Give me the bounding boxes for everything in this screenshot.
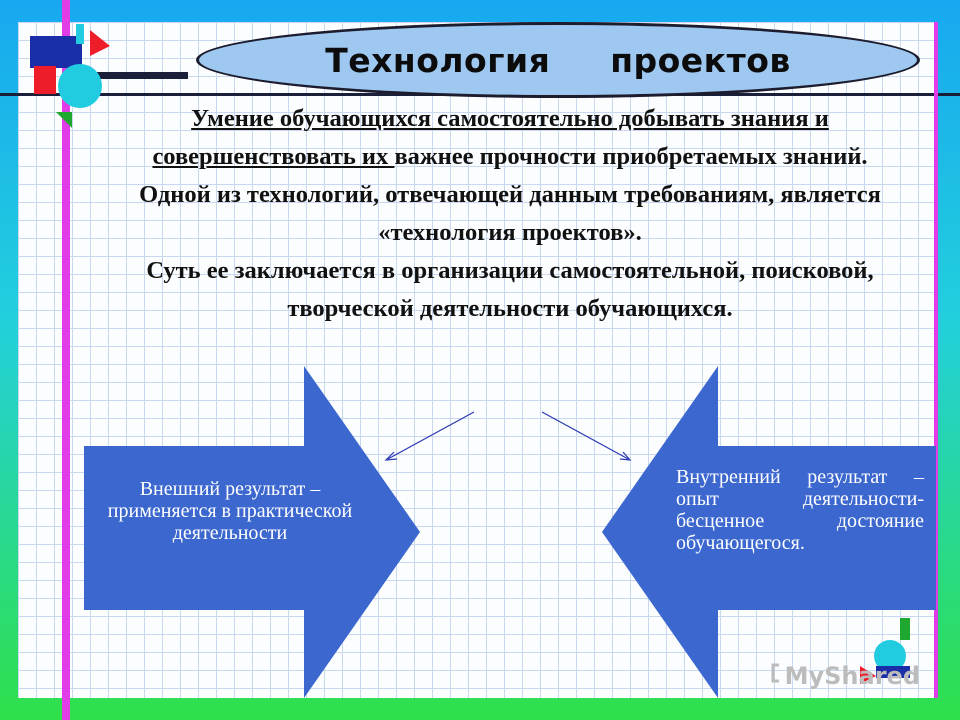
- watermark-logo: [770, 656, 920, 696]
- pointer-arrow-right: [542, 412, 630, 460]
- page-title: Технология проектов: [325, 40, 791, 80]
- right-result-text: Внутренний результат – опыт деятельности- бесценное достояние обучающегося.: [676, 466, 924, 554]
- intro-line2: Суть ее заключается в организации самостоятельной, поисковой, творческой деятельности обучающихся.: [146, 257, 874, 322]
- pointer-arrow-left: [386, 412, 474, 460]
- projector-icon: [770, 661, 779, 691]
- intro-underlined: Умение обучающихся самостоятельно добывать знания и совершенствовать их: [152, 105, 829, 170]
- magenta-vertical-line: [62, 0, 70, 720]
- logo-text: MyShared: [784, 662, 920, 690]
- title-banner: [196, 22, 920, 98]
- left-result-text: Внешний результат – применяется в практической деятельности: [107, 478, 353, 544]
- intro-text: [130, 100, 890, 328]
- pointer-arrows: [386, 412, 630, 460]
- intro-rest: важнее прочности приобретаемых знаний. Одной из технологий, отвечающей данным требованиям, является «технология проектов».: [139, 143, 881, 246]
